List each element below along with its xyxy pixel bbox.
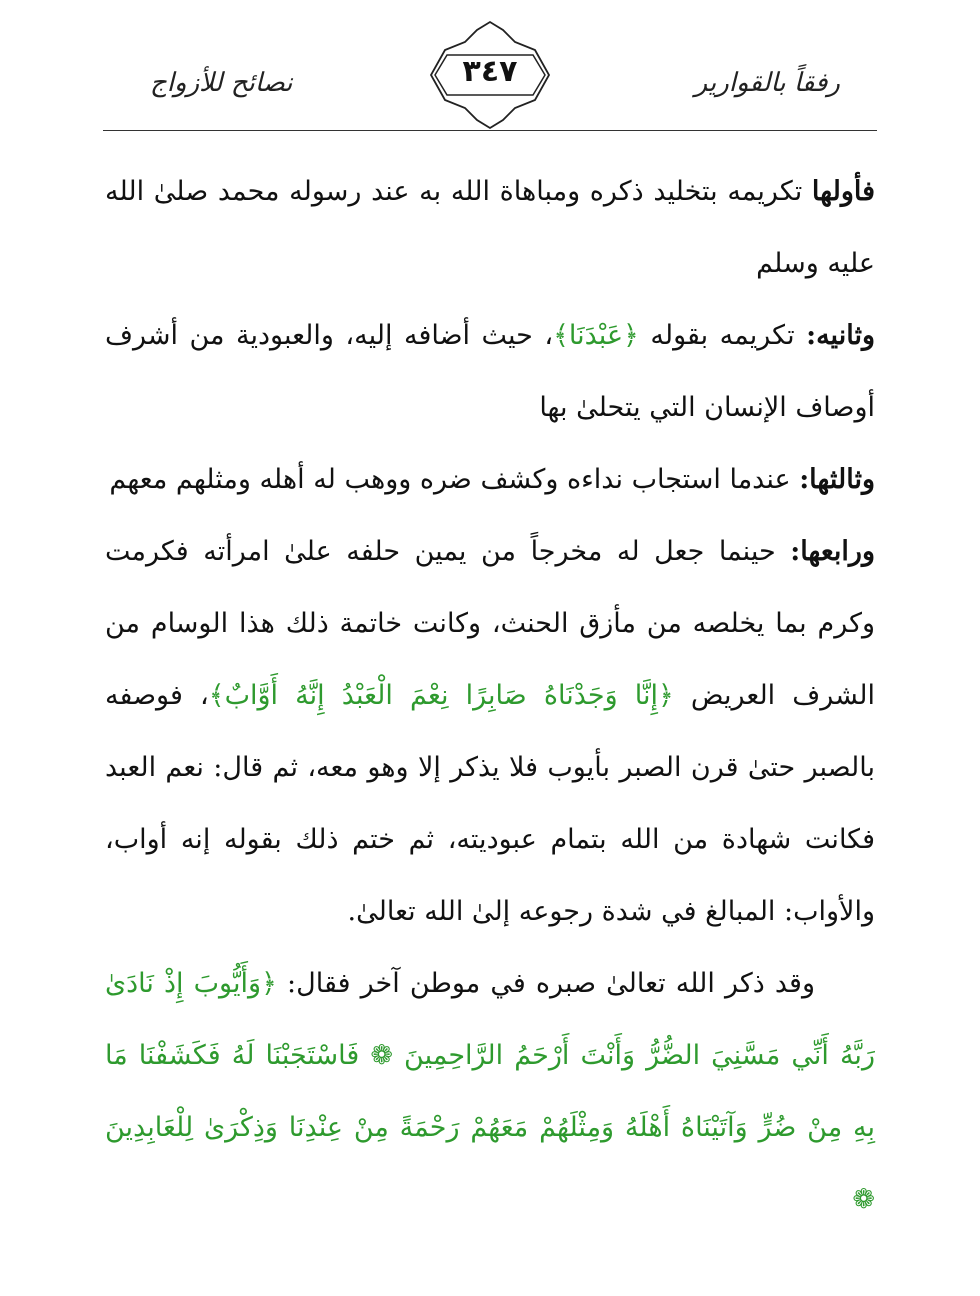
paragraph-text: ، فوصفه بالصبر حتىٰ قرن الصبر بأيوب فلا يذكر إلا وهو معه، ثم قال: نعم العبد فكانت شهادة من الله بتمام عبوديته، ثم ختم ذلك بقوله إنه أواب، والأواب: المبالغ في شدة رجوعه إلىٰ الله تعالىٰ. xyxy=(105,680,875,927)
quran-quote: ﴿إِنَّا وَجَدْنَاهُ صَابِرًا نِعْمَ الْعَبْدُ إِنَّهُ أَوَّابٌ﴾ xyxy=(208,680,674,711)
paragraph-label: وثانيه: xyxy=(806,320,875,351)
header-chapter-title: نصائح للأزواج xyxy=(150,68,293,98)
quran-quote: ﴿عَبْدَنَا﴾ xyxy=(553,320,639,351)
paragraph-label: وثالثها: xyxy=(799,464,875,495)
page-number: ٣٤٧ xyxy=(462,54,518,89)
paragraph-second xyxy=(105,300,875,444)
paragraph-label: ورابعها: xyxy=(790,536,875,567)
paragraph-text: ، حيث أضافه إليه، والعبودية من أشرف أوصاف الإنسان التي يتحلىٰ بها xyxy=(105,320,875,423)
paragraph-fourth xyxy=(105,516,875,948)
page-body xyxy=(105,156,875,1236)
header-book-title: رفقاً بالقوارير xyxy=(694,68,840,98)
paragraph-text: عندما استجاب نداءه وكشف ضره ووهب له أهله ومثلهم معهم xyxy=(109,464,800,495)
paragraph-text: وقد ذكر الله تعالىٰ صبره في موطن آخر فقال: xyxy=(276,968,815,999)
paragraph-text: تكريمه بتخليد ذكره ومباهاة الله به عند رسوله محمد صلىٰ الله عليه وسلم xyxy=(105,176,875,279)
header-divider xyxy=(103,130,877,131)
page-number-badge xyxy=(425,20,555,130)
paragraph-first xyxy=(105,156,875,300)
paragraph-fifth xyxy=(105,948,875,1236)
paragraph-third xyxy=(105,444,875,516)
paragraph-text: حينما جعل له مخرجاً من يمين حلفه علىٰ امرأته فكرمت وكرم بما يخلصه من مأزق الحنث، وكانت خاتمة ذلك هذا الوسام من الشرف العريض xyxy=(105,536,875,711)
paragraph-text: تكريمه بقوله xyxy=(638,320,807,351)
quran-quote: ﴿وَأَيُّوبَ إِذْ نَادَىٰ رَبَّهُ أَنِّي مَسَّنِيَ الضُّرُّ وَأَنْتَ أَرْحَمُ الرَّاحِمِينَ ❁ فَاسْتَجَبْنَا لَهُ فَكَشَفْنَا مَا بِهِ مِنْ ضُرٍّ وَآتَيْنَاهُ أَهْلَهُ وَمِثْلَهُمْ مَعَهُمْ رَحْمَةً مِنْ عِنْدِنَا وَذِكْرَىٰ لِلْعَابِدِينَ ❁ xyxy=(105,968,875,1215)
paragraph-label: فأولها xyxy=(811,176,875,207)
